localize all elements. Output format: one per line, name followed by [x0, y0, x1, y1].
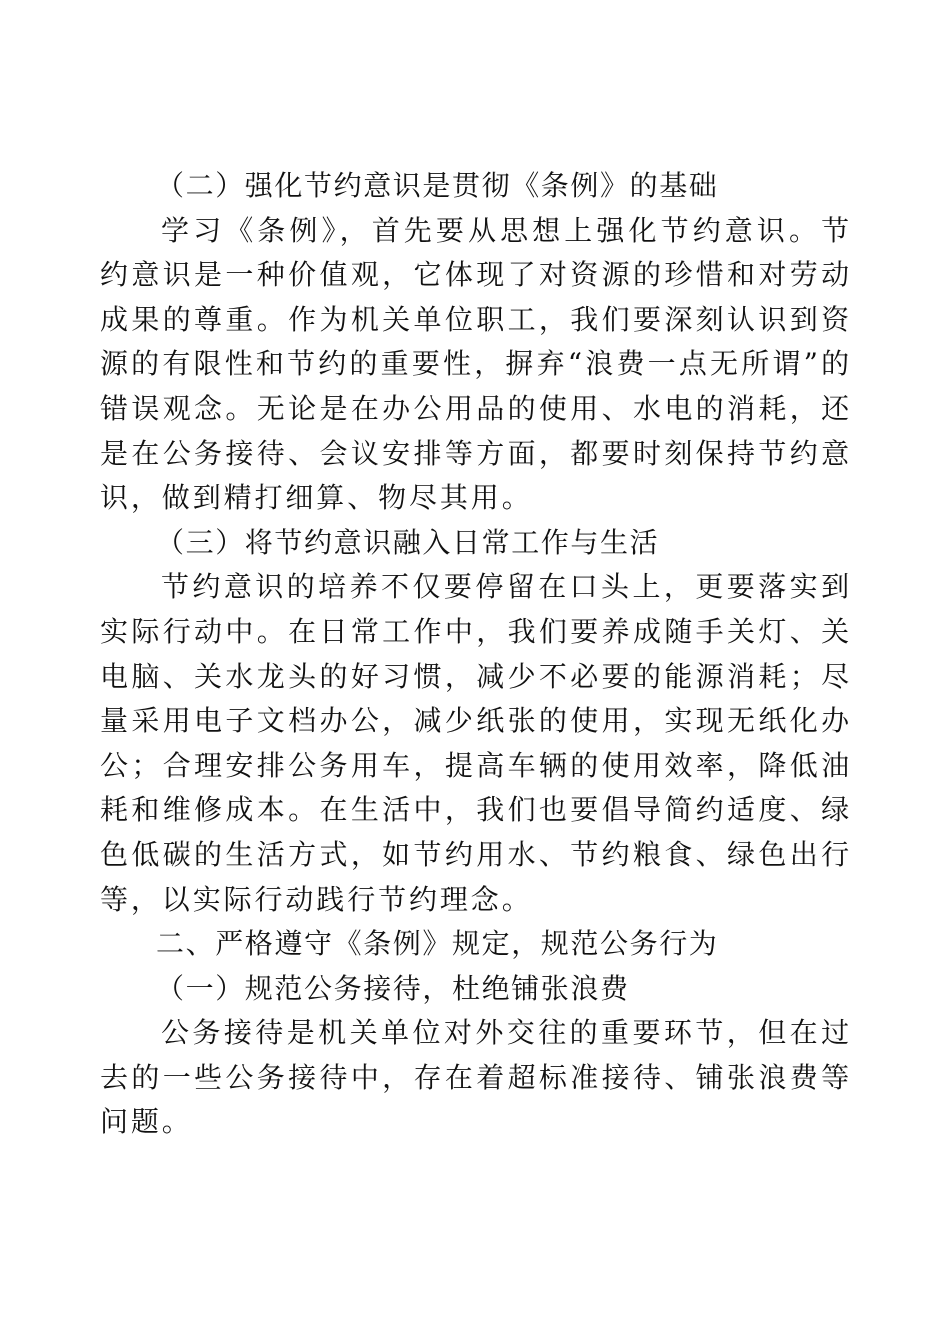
paragraph-reception: 公务接待是机关单位对外交往的重要环节，但在过去的一些公务接待中，存在着超标准接待、铺张浪费等问题。: [100, 1016, 852, 1139]
paragraph-awareness: 学习《条例》，首先要从思想上强化节约意识。节约意识是一种价值观，它体现了对资源的珍惜和对劳动成果的尊重。作为机关单位职工，我们要深刻认识到资源的有限性和节约的重要性，摒弃“浪费一点无所谓”的错误观念。无论是在办公用品的使用、水电的消耗，还是在公务接待、会议安排等方面，都要时刻保持节约意识，做到精打细算、物尽其用。: [100, 213, 852, 515]
document-body: [100, 164, 852, 1145]
section-heading-3: （三）将节约意识融入日常工作与生活: [156, 525, 660, 559]
section-heading-1: （一）规范公务接待，杜绝铺张浪费: [156, 971, 630, 1005]
chapter-heading-2: 二、严格遵守《条例》规定，规范公务行为: [156, 927, 719, 961]
paragraph-daily-practice: 节约意识的培养不仅要停留在口头上，更要落实到实际行动中。在日常工作中，我们要养成随手关灯、关电脑、关水龙头的好习惯，减少不必要的能源消耗；尽量采用电子文档办公，减少纸张的使用，实现无纸化办公；合理安排公务用车，提高车辆的使用效率，降低油耗和维修成本。在生活中，我们也要倡导简约适度、绿色低碳的生活方式，如节约用水、节约粮食、绿色出行等，以实际行动践行节约理念。: [100, 570, 852, 916]
section-heading-2: （二）强化节约意识是贯彻《条例》的基础: [156, 169, 719, 202]
